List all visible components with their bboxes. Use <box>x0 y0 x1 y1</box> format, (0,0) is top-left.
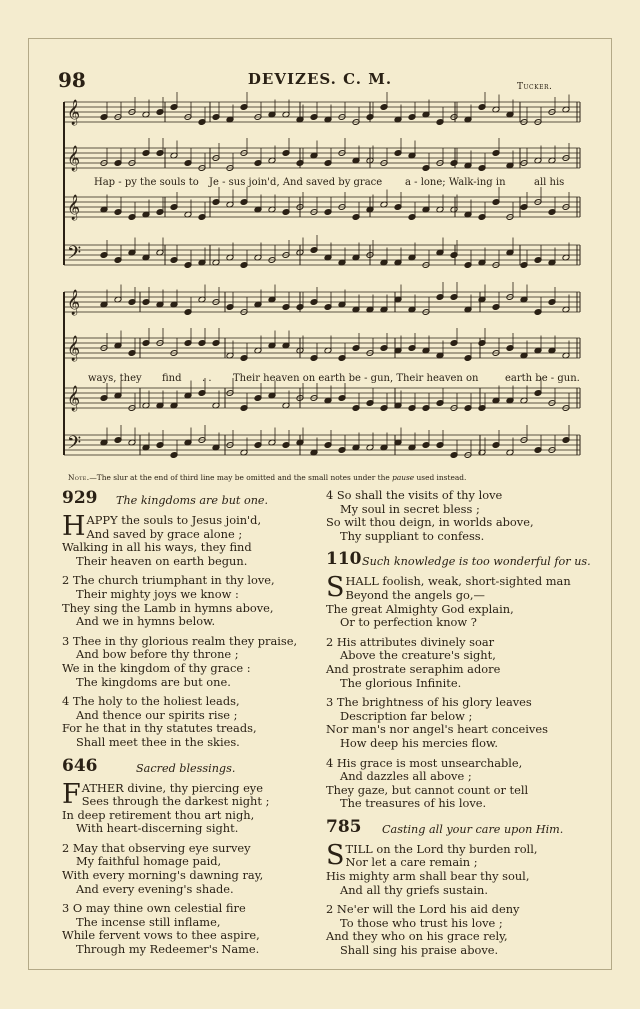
hymn-line <box>62 916 322 930</box>
hymn-line-text: And prostrate seraphim adore <box>326 661 501 676</box>
hymn-line-text: 3 The brightness of his glory leaves <box>326 695 532 710</box>
hymn-number: 785 <box>326 816 362 837</box>
footnote-text: —The slur at the end of third line may be omitted and the small notes under the <box>89 473 390 482</box>
clef-glyph: 𝄢 <box>67 433 82 458</box>
hymn-line <box>62 615 322 629</box>
hymn-line-text: Shall meet thee in the skies. <box>76 734 240 749</box>
hymn-line <box>326 710 594 724</box>
hymn-line-text: 2 The church triumphant in thy love, <box>62 573 275 588</box>
hymn-line-text: They gaze, but cannot count or tell <box>326 782 529 797</box>
music-score <box>0 0 640 480</box>
tune-title: DEVIZES. C. M. <box>247 70 393 88</box>
lyric-2b: find <box>162 373 182 384</box>
hymn-line <box>62 736 322 750</box>
hymn-line <box>326 589 594 603</box>
clef-glyph: 𝄞 <box>67 386 81 411</box>
drop-cap: S <box>326 839 345 871</box>
hymn-line-text: With heart-discerning sight. <box>76 821 239 836</box>
hymn-line-text: While fervent vows to thee aspire, <box>62 928 260 943</box>
footnote <box>68 473 588 482</box>
lyric-1a: Hap - py the souls to <box>94 177 199 188</box>
hymn-column-left <box>62 488 322 957</box>
hymn-line <box>326 870 594 884</box>
hymn-line <box>326 649 594 663</box>
hymn-line <box>326 603 594 617</box>
hymn-line <box>326 616 594 630</box>
hymn-title: Such knowledge is too wonderful for us. <box>362 555 591 569</box>
hymn-title: Sacred blessings. <box>136 761 236 775</box>
footnote-tail: used instead. <box>416 473 467 482</box>
hymn-line-text: And they who on his grace rely, <box>326 929 508 944</box>
page-number: 98 <box>58 68 86 92</box>
hymn-title: Casting all your care upon Him. <box>382 822 564 836</box>
hymn-line-text: 4 The holy to the holiest leads, <box>62 694 240 709</box>
hymn-line-text: TILL on the Lord thy burden roll, <box>345 841 538 856</box>
hymn-line <box>62 822 322 836</box>
hymn-line <box>62 902 322 916</box>
hymn-line-text: My soul in secret bless ; <box>340 501 480 516</box>
hymn-column-right <box>326 489 594 958</box>
hymn-line-text: Shall sing his praise above. <box>340 943 499 958</box>
clef-glyph: 𝄞 <box>67 195 81 220</box>
hymn-line <box>326 944 594 958</box>
hymn-line-text: Nor let a care remain ; <box>345 855 478 870</box>
hymn-line <box>326 737 594 751</box>
hymn-heading <box>62 488 322 514</box>
hymn-line <box>62 869 322 883</box>
hymn-line <box>62 676 322 690</box>
drop-cap: H <box>62 511 86 542</box>
hymn-line-text: Above the creature's sight, <box>340 648 496 663</box>
hymn-line-text: 2 His attributes divinely soar <box>326 634 495 649</box>
hymn-line <box>326 677 594 691</box>
hymn-line-text: 3 O may thine own celestial fire <box>62 901 246 916</box>
hymn-line-text: Their heaven on earth begun. <box>76 553 248 568</box>
hymn-line-text: Their mighty joys we know : <box>76 586 239 601</box>
hymn-title: The kingdoms are but one. <box>116 494 269 507</box>
hymn-line-text: For he that in thy statutes treads, <box>62 721 257 736</box>
hymn-line <box>62 662 322 676</box>
hymn-line <box>62 555 322 569</box>
hymn-line-text: 2 Ne'er will the Lord his aid deny <box>326 902 520 917</box>
hymn-line-text: Through my Redeemer's Name. <box>76 942 260 957</box>
hymn-line-text: And dazzles all above ; <box>340 769 472 784</box>
lyric-2a: ways, they <box>88 373 142 384</box>
hymn-line <box>326 797 594 811</box>
lyric-1b: Je - sus join'd, And saved by grace <box>209 177 383 188</box>
clef-glyph: 𝄞 <box>67 336 81 361</box>
hymn-line <box>62 709 322 723</box>
hymn-line-text: Thy suppliant to confess. <box>340 528 485 543</box>
hymn-heading <box>62 755 322 782</box>
hymn-line-text: 3 Thee in thy glorious realm they praise, <box>62 633 298 648</box>
hymn-line <box>326 503 594 517</box>
clef-glyph: 𝄞 <box>67 100 81 125</box>
lyric-2c: . . <box>202 373 212 384</box>
lyric-1c: a - lone; Walk-ing in <box>405 177 506 188</box>
hymn-line <box>62 588 322 602</box>
footnote-label: Note. <box>68 473 90 482</box>
hymn-line <box>62 842 322 856</box>
clef-glyph: 𝄢 <box>67 243 82 268</box>
hymn-line-text: Nor man's nor angel's heart conceives <box>326 722 548 737</box>
hymn-line-text: Or to perfection know ? <box>340 615 477 630</box>
hymn-line <box>326 723 594 737</box>
hymn-line-text: To those who trust his love ; <box>340 915 503 930</box>
hymn-line-text: The glorious Infinite. <box>340 675 462 690</box>
hymn-gap <box>326 811 594 821</box>
hymn-line <box>326 856 594 870</box>
hymn-line-text: With every morning's dawning ray, <box>62 868 264 883</box>
hymn-line-text: ATHER divine, thy piercing eye <box>81 780 263 795</box>
hymn-line <box>62 541 322 555</box>
hymn-line-text: And every evening's shade. <box>76 881 234 896</box>
lyric-2d: Their heaven on earth be - gun, Their heaven on <box>233 373 479 384</box>
drop-cap: S <box>326 572 345 604</box>
hymn-line <box>326 884 594 898</box>
hymn-line-text: And saved by grace alone ; <box>86 526 243 541</box>
hymn-line-text: Sees through the darkest night ; <box>81 794 270 809</box>
hymn-line <box>62 635 322 649</box>
hymn-line-text: In deep retirement thou art nigh, <box>62 807 255 822</box>
hymn-line <box>62 528 322 542</box>
hymn-line <box>326 636 594 650</box>
hymn-line-text: And thence our spirits rise ; <box>76 707 238 722</box>
hymn-line-text: The great Almighty God explain, <box>326 601 514 616</box>
hymn-gap <box>62 750 322 760</box>
hymn-line <box>326 757 594 771</box>
hymn-line <box>326 696 594 710</box>
hymn-line-text: 4 So shall the visits of thy love <box>326 488 503 502</box>
hymn-line <box>62 943 322 957</box>
hymn-line <box>62 695 322 709</box>
footnote-pause: pause <box>392 473 415 482</box>
lyric-2e: earth be - gun. <box>505 373 580 384</box>
clef-glyph: 𝄞 <box>67 290 81 315</box>
hymn-heading <box>326 816 594 843</box>
hymn-line <box>326 530 594 544</box>
hymn-line-text: The incense still inflame, <box>76 914 221 929</box>
hymn-line-text: The kingdoms are but one. <box>76 674 231 689</box>
hymn-line-text: Walking in all his ways, they find <box>62 540 252 555</box>
hymn-line <box>62 722 322 736</box>
hymn-line-text: Beyond the angels go,— <box>345 587 485 602</box>
lyric-1d: all his <box>534 177 565 188</box>
hymn-line <box>326 784 594 798</box>
hymn-line <box>62 602 322 616</box>
hymn-number: 110 <box>326 549 362 570</box>
hymn-line <box>62 855 322 869</box>
hymn-line <box>326 930 594 944</box>
hymn-line-text: The treasures of his love. <box>340 796 487 811</box>
hymn-line-text: Description far below ; <box>340 708 473 723</box>
hymn-line-text: APPY the souls to Jesus join'd, <box>86 513 262 527</box>
hymn-gap <box>326 543 594 553</box>
hymn-line <box>62 883 322 897</box>
composer-name: Tucker. <box>517 82 553 92</box>
hymn-line <box>62 648 322 662</box>
hymn-line-text: So wilt thou deign, in worlds above, <box>326 515 534 530</box>
hymn-line <box>62 809 322 823</box>
hymn-line-text: They sing the Lamb in hymns above, <box>62 600 274 615</box>
hymn-line <box>62 574 322 588</box>
hymn-line <box>326 663 594 677</box>
hymn-line <box>62 795 322 809</box>
hymn-line-text: My faithful homage paid, <box>76 854 222 869</box>
hymn-line-text: How deep his mercies flow. <box>340 735 498 750</box>
hymn-line <box>326 770 594 784</box>
hymn-line-text: We in the kingdom of thy grace : <box>62 660 251 675</box>
hymn-line-text: His mighty arm shall bear thy soul, <box>326 869 530 884</box>
hymn-line-text: 2 May that observing eye survey <box>62 840 251 855</box>
hymn-number: 929 <box>62 488 98 508</box>
hymn-line <box>326 917 594 931</box>
hymn-line-text: And bow before thy throne ; <box>76 647 239 662</box>
hymn-heading <box>326 549 594 575</box>
hymn-line-text: And all thy griefs sustain. <box>340 882 488 897</box>
hymn-line <box>326 516 594 530</box>
hymn-line-text: And we in hymns below. <box>76 614 216 629</box>
hymn-line <box>326 903 594 917</box>
hymn-line-text: 4 His grace is most unsearchable, <box>326 755 523 770</box>
hymn-line <box>326 489 594 503</box>
drop-cap: F <box>62 778 81 810</box>
hymn-number: 646 <box>62 755 98 776</box>
clef-glyph: 𝄞 <box>67 146 81 171</box>
hymn-line-text: HALL foolish, weak, short-sighted man <box>345 574 571 589</box>
hymn-line <box>62 929 322 943</box>
